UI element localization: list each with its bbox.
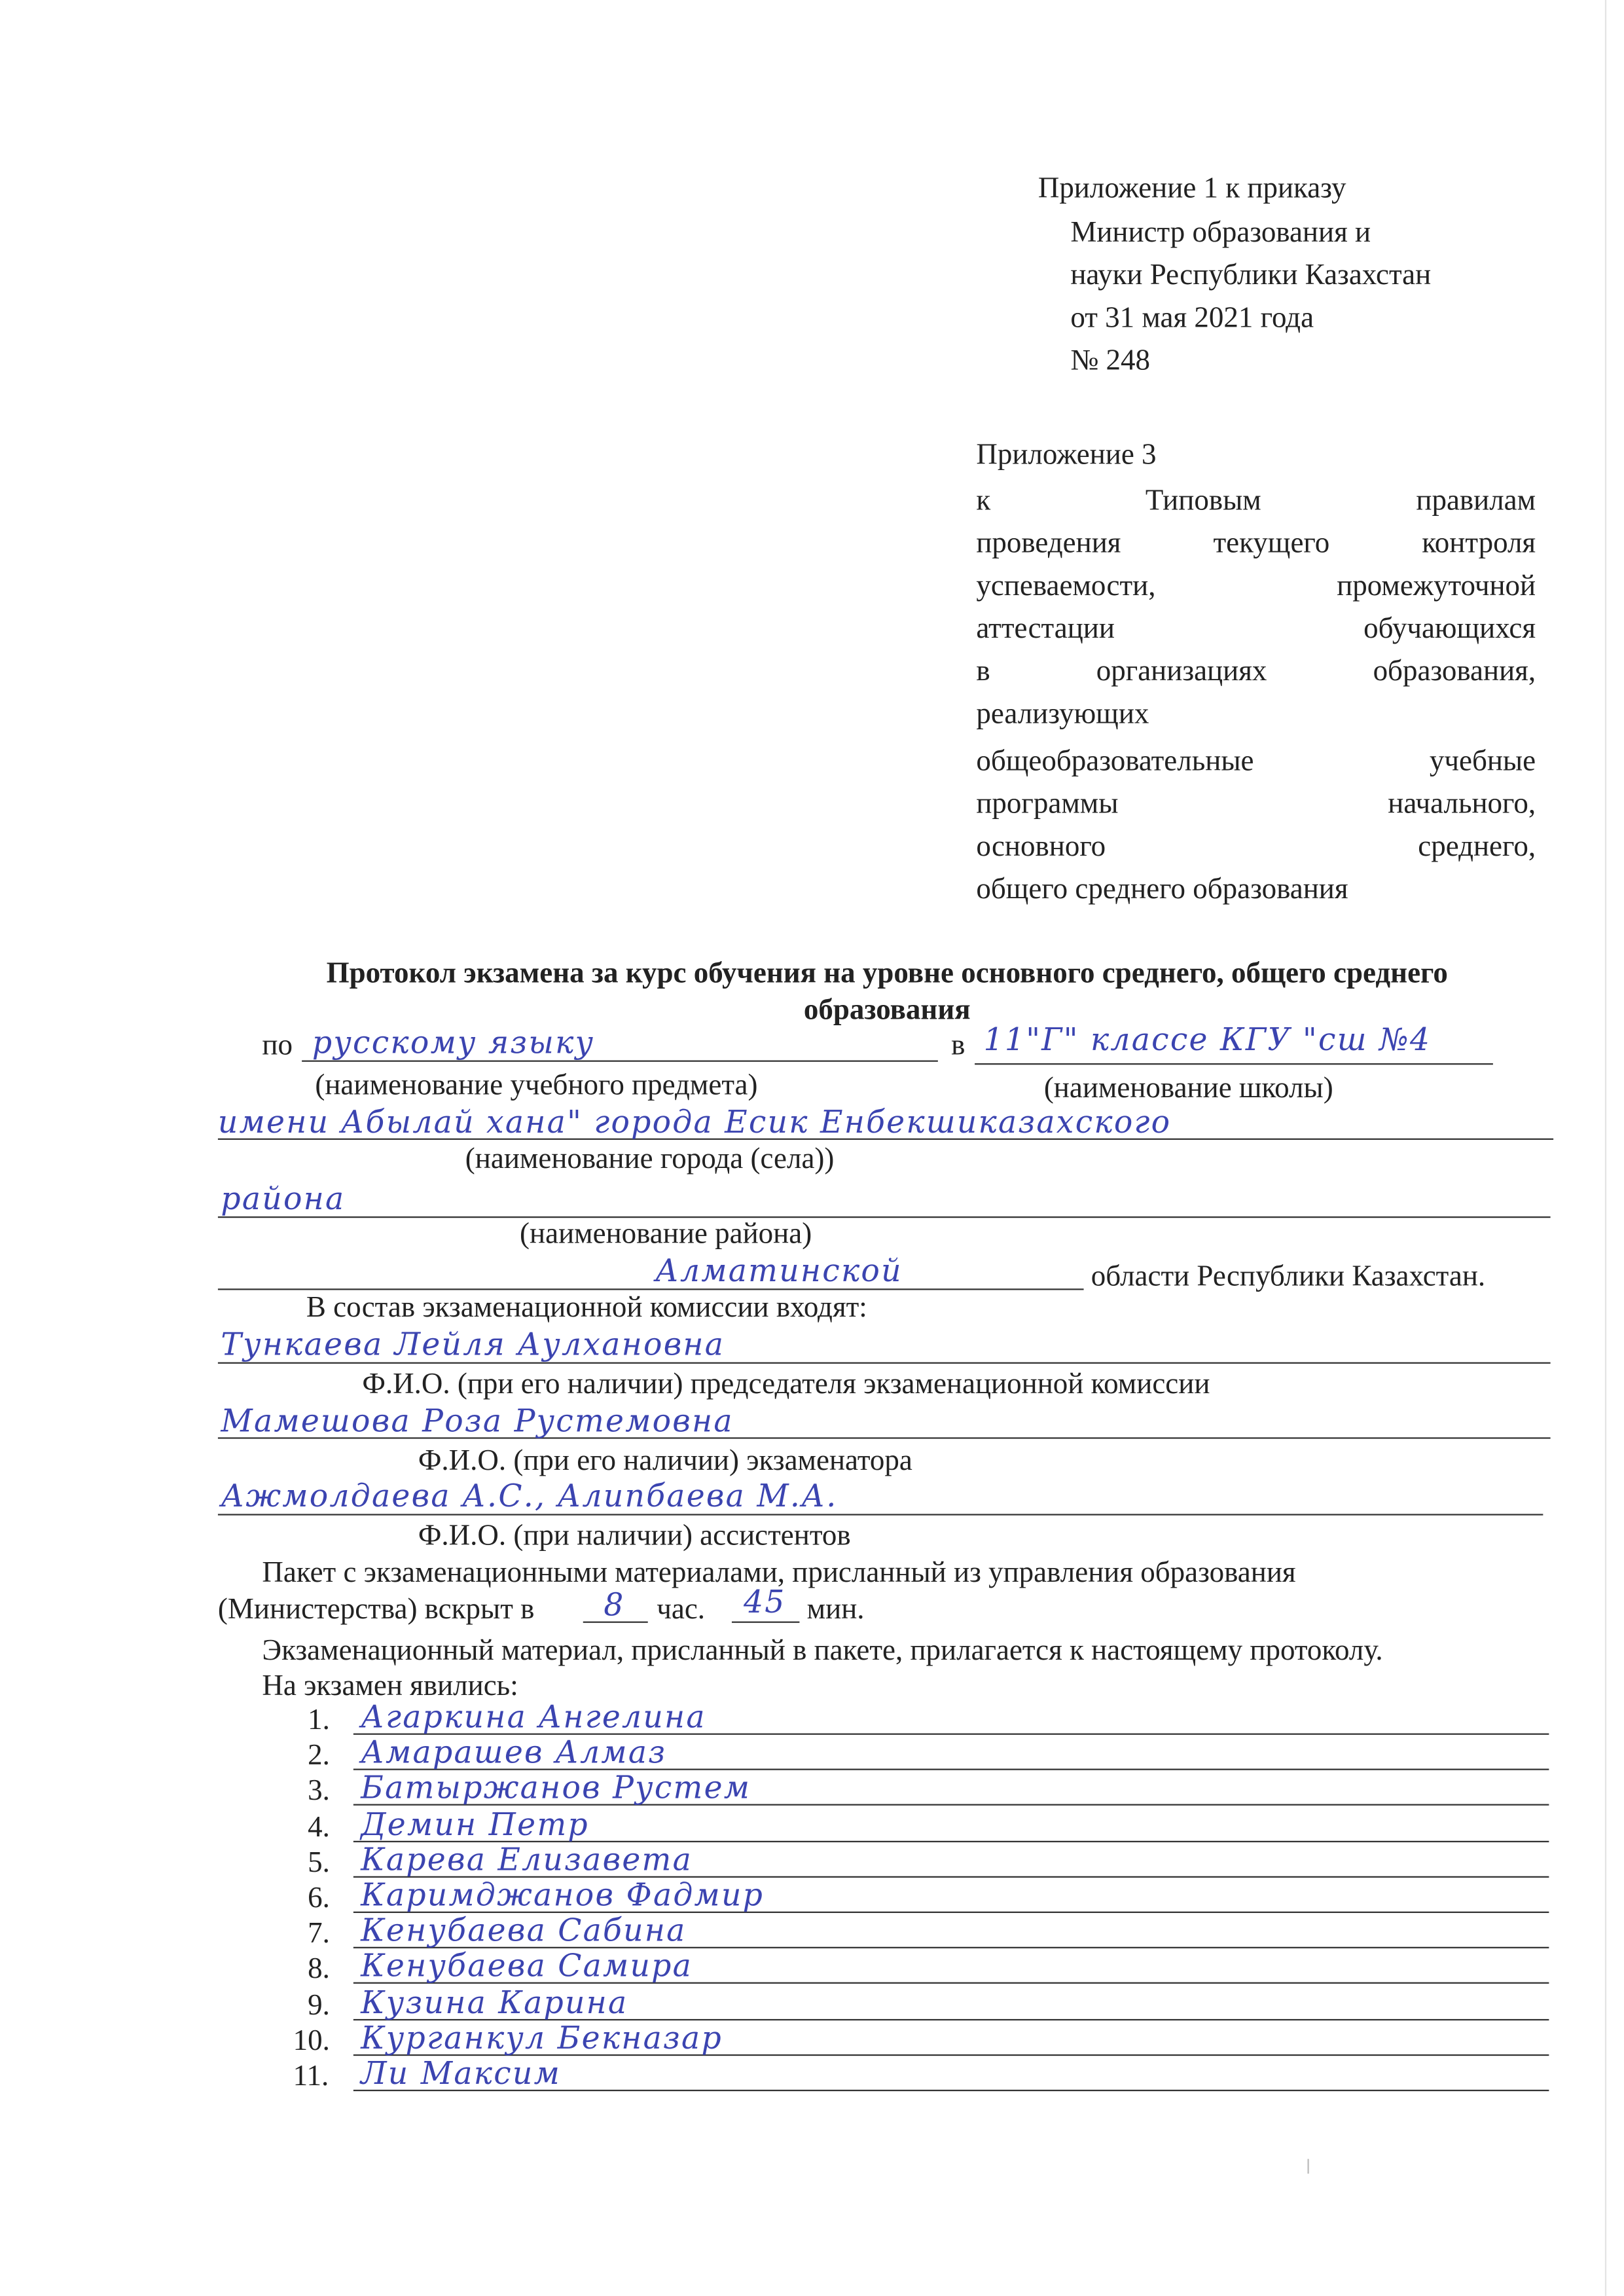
student-name[interactable]: Карева Елизавета (361, 1842, 693, 1878)
district-caption: (наименование района) (520, 1218, 812, 1250)
appendix-3-line: общего среднего образования (976, 873, 1348, 906)
appendix-1-line: науки Республики Казахстан (1070, 259, 1432, 292)
student-name[interactable]: Амарашев Алмаз (361, 1735, 667, 1771)
student-number: 4. (308, 1810, 330, 1844)
appendix-3-line: к Типовым правилам (976, 484, 1536, 517)
student-name[interactable]: Кузина Карина (361, 1984, 628, 2020)
student-name[interactable]: Агаркина Ангелина (361, 1699, 706, 1735)
minutes-value[interactable]: 45 (743, 1584, 786, 1620)
school-line (975, 1063, 1493, 1065)
protocol-title-cont: образования (803, 994, 971, 1027)
appendix-3-line: успеваемости, промежуточной (976, 570, 1536, 603)
assistants-caption: Ф.И.О. (при наличии) ассистентов (418, 1520, 851, 1552)
appendix-3-line: основного среднего, (976, 830, 1536, 864)
student-number: 2. (308, 1739, 330, 1772)
po-label: по (262, 1029, 293, 1062)
minutes-label: мин. (806, 1593, 865, 1626)
hours-value[interactable]: 8 (604, 1587, 625, 1623)
chair-caption: Ф.И.О. (при его наличии) председателя экзаменационной комиссии (362, 1368, 1210, 1401)
city-caption: (наименование города (села)) (465, 1142, 835, 1176)
subject-caption: (наименование учебного предмета) (315, 1069, 758, 1102)
appendix-3-line: реализующих (976, 698, 1149, 731)
material-note: Экзаменационный материал, присланный в пакете, прилагается к настоящему протоколу. (262, 1634, 1383, 1667)
hours-label: час. (657, 1593, 706, 1626)
examiner-value[interactable]: Мамешова Роза Рустемовна (221, 1403, 734, 1439)
package-text: Пакет с экзаменационными материалами, присланный из управления образования (262, 1556, 1296, 1590)
student-name[interactable]: Демин Петр (361, 1806, 589, 1842)
student-name[interactable]: Кенубаева Самира (361, 1948, 693, 1984)
chair-line (218, 1362, 1551, 1364)
v-label: в (951, 1029, 965, 1062)
subject-value[interactable]: русскому языку (312, 1025, 595, 1061)
school-caption: (наименование школы) (1043, 1072, 1333, 1105)
student-name[interactable]: Кенубаева Сабина (361, 1913, 687, 1949)
examiner-caption: Ф.И.О. (при его наличии) экзаменатора (418, 1444, 912, 1478)
subject-line (302, 1061, 938, 1062)
region-value[interactable]: Алматинской (655, 1253, 903, 1289)
assistants-value[interactable]: Ажмолдаева А.С., Алипбаева М.А. (221, 1478, 838, 1514)
district-value[interactable]: района (221, 1181, 346, 1217)
appendix-3-line: программы начального, (976, 788, 1536, 820)
package-text-cont: (Министерства) вскрыт в (217, 1593, 535, 1626)
student-number: 1. (308, 1704, 330, 1737)
region-suffix: области Республики Казахстан. (1091, 1260, 1486, 1293)
appendix-1-line: № 248 (1070, 344, 1150, 377)
student-number: 10. (293, 2024, 330, 2057)
appendix-1-line: Приложение 1 к приказу (1038, 172, 1346, 205)
commission-intro: В состав экзаменационной комиссии входят: (306, 1291, 867, 1324)
appendix-3-line: в организациях образования, (976, 655, 1536, 688)
chair-value[interactable]: Тункаева Лейля Аулхановна (221, 1326, 725, 1362)
region-line (218, 1288, 1084, 1290)
appendix-3-title: Приложение 3 (976, 439, 1157, 471)
assistants-line (218, 1514, 1543, 1515)
student-number: 5. (308, 1846, 330, 1879)
student-name[interactable]: Каримджанов Фадмир (361, 1877, 765, 1913)
school-value[interactable]: 11"Г" классе КГУ "сш №4 (983, 1022, 1432, 1058)
student-name[interactable]: Батыржанов Рустем (361, 1770, 751, 1806)
appendix-1-line: от 31 мая 2021 года (1070, 302, 1314, 335)
district-line (218, 1216, 1551, 1218)
appendix-3-line: общеобразовательные учебные (976, 745, 1536, 778)
minutes-line (732, 1622, 799, 1623)
attended-label: На экзамен явились: (262, 1669, 518, 1703)
protocol-title: Протокол экзамена за курс обучения на уровне основного среднего, общего среднего (326, 957, 1448, 990)
scan-mark (1307, 2159, 1308, 2174)
appendix-3-line: проведения текущего контроля (976, 527, 1536, 560)
student-number: 8. (308, 1953, 330, 1986)
student-number: 7. (308, 1918, 330, 1950)
student-number: 11. (293, 2060, 329, 2093)
appendix-1-line: Министр образования и (1070, 216, 1371, 249)
student-number: 9. (308, 1989, 330, 2022)
city-value[interactable]: имени Абылай хана" города Есик Енбекшиказахского (217, 1104, 1172, 1140)
scan-edge (1605, 0, 1606, 2296)
student-name[interactable]: Курганкул Бекназар (361, 2020, 723, 2056)
appendix-3-line: аттестации обучающихся (976, 612, 1536, 646)
student-number: 6. (308, 1882, 330, 1915)
student-number: 3. (308, 1775, 330, 1808)
student-name[interactable]: Ли Максим (361, 2056, 561, 2092)
